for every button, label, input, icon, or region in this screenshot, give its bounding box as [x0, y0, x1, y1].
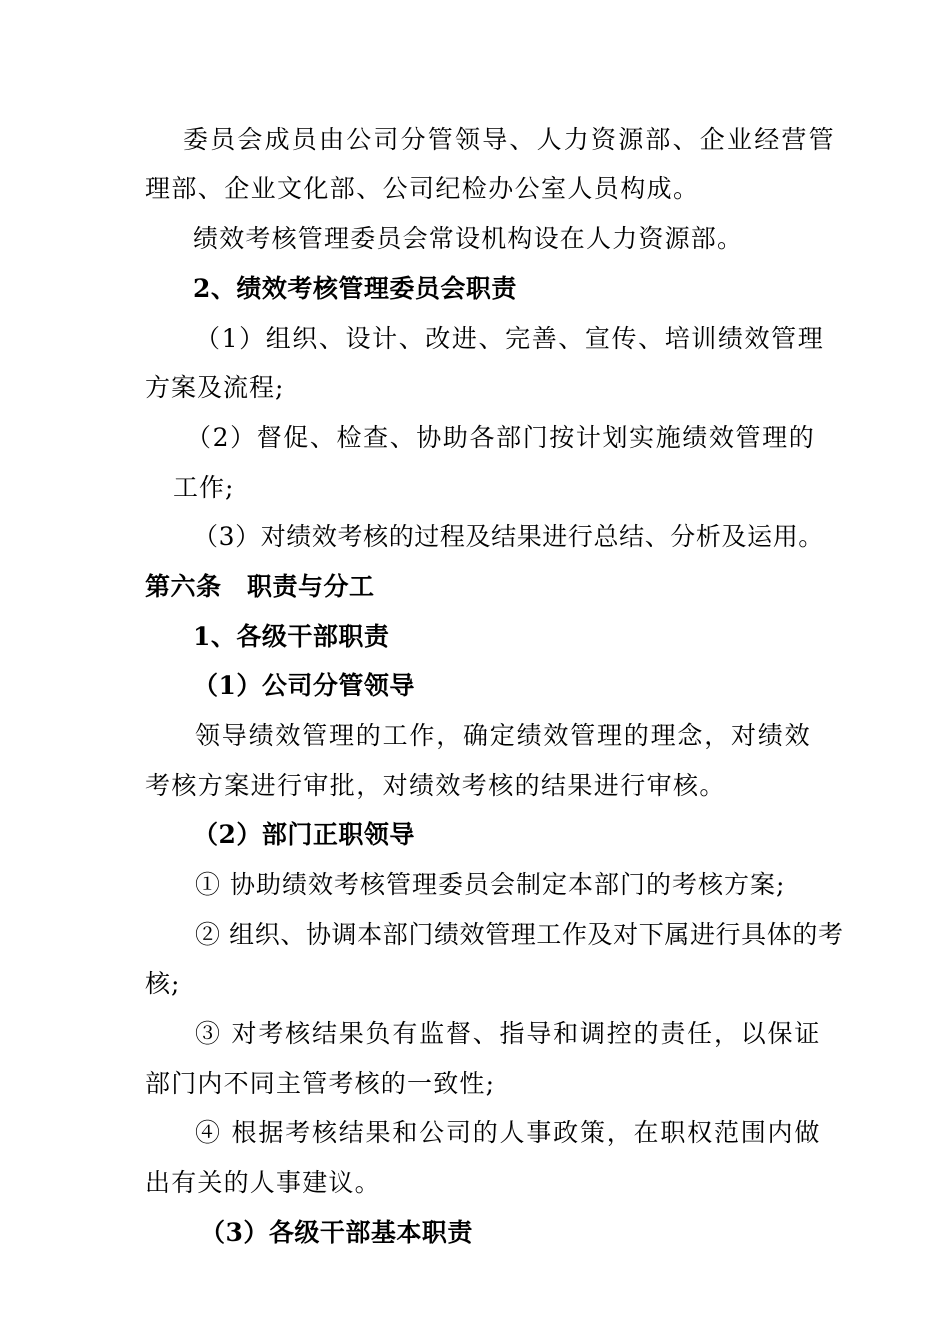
paragraph-line	[0, 164, 950, 214]
paragraph-line	[0, 1059, 950, 1109]
heading-text: （1）公司分管领导	[193, 671, 415, 700]
list-item	[0, 1108, 950, 1158]
paragraph-line	[0, 214, 950, 264]
paragraph-line	[0, 363, 950, 413]
section-heading	[0, 264, 950, 314]
heading-text: 2、绩效考核管理委员会职责	[193, 274, 517, 303]
line-text: ③ 对考核结果负有监督、指导和调控的责任，以保证	[195, 1019, 822, 1048]
line-text: （2）督促、检查、协助各部门按计划实施绩效管理的	[186, 423, 816, 452]
line-text: 考核方案进行审批，对绩效考核的结果进行审核。	[145, 771, 726, 800]
line-text: 部门内不同主管考核的一致性;	[145, 1069, 496, 1098]
heading-text: 1、各级干部职责	[193, 622, 390, 651]
line-text: （1）组织、设计、改进、完善、宣传、培训绩效管理	[195, 324, 825, 353]
heading-text: （2）部门正职领导	[193, 820, 415, 849]
paragraph-line	[0, 761, 950, 811]
article-heading	[0, 562, 950, 612]
line-text: 委员会成员由公司分管领导、人力资源部、企业经营管	[183, 125, 836, 154]
paragraph-line	[0, 314, 950, 364]
heading-text: 第六条 职责与分工	[145, 572, 375, 601]
line-text: 核;	[145, 969, 181, 998]
section-heading	[0, 612, 950, 662]
line-text: ④ 根据考核结果和公司的人事政策，在职权范围内做	[195, 1118, 822, 1147]
paragraph-line	[0, 711, 950, 761]
line-text: 出有关的人事建议。	[145, 1168, 381, 1197]
line-text: 工作;	[173, 473, 235, 502]
heading-text: （3）各级干部基本职责	[200, 1218, 473, 1247]
paragraph-line	[0, 1158, 950, 1208]
paragraph-line	[0, 413, 950, 463]
list-item	[0, 910, 950, 960]
paragraph-line	[0, 512, 950, 562]
list-item	[0, 860, 950, 910]
subsection-heading	[0, 1208, 950, 1258]
line-text: 领导绩效管理的工作，确定绩效管理的理念，对绩效	[195, 721, 812, 750]
line-text: （3）对绩效考核的过程及结果进行总结、分析及运用。	[193, 522, 824, 551]
paragraph-line	[0, 463, 950, 513]
list-item	[0, 1009, 950, 1059]
subsection-heading	[0, 810, 950, 860]
line-text: 绩效考核管理委员会常设机构设在人力资源部。	[193, 224, 744, 253]
line-text: 方案及流程;	[145, 373, 285, 402]
paragraph-line	[0, 115, 950, 165]
paragraph-line	[0, 959, 950, 1009]
line-text: ② 组织、协调本部门绩效管理工作及对下属进行具体的考	[195, 920, 844, 949]
line-text: ① 协助绩效考核管理委员会制定本部门的考核方案;	[195, 870, 786, 899]
line-text: 理部、企业文化部、公司纪检办公室人员构成。	[145, 174, 700, 203]
subsection-heading	[0, 661, 950, 711]
